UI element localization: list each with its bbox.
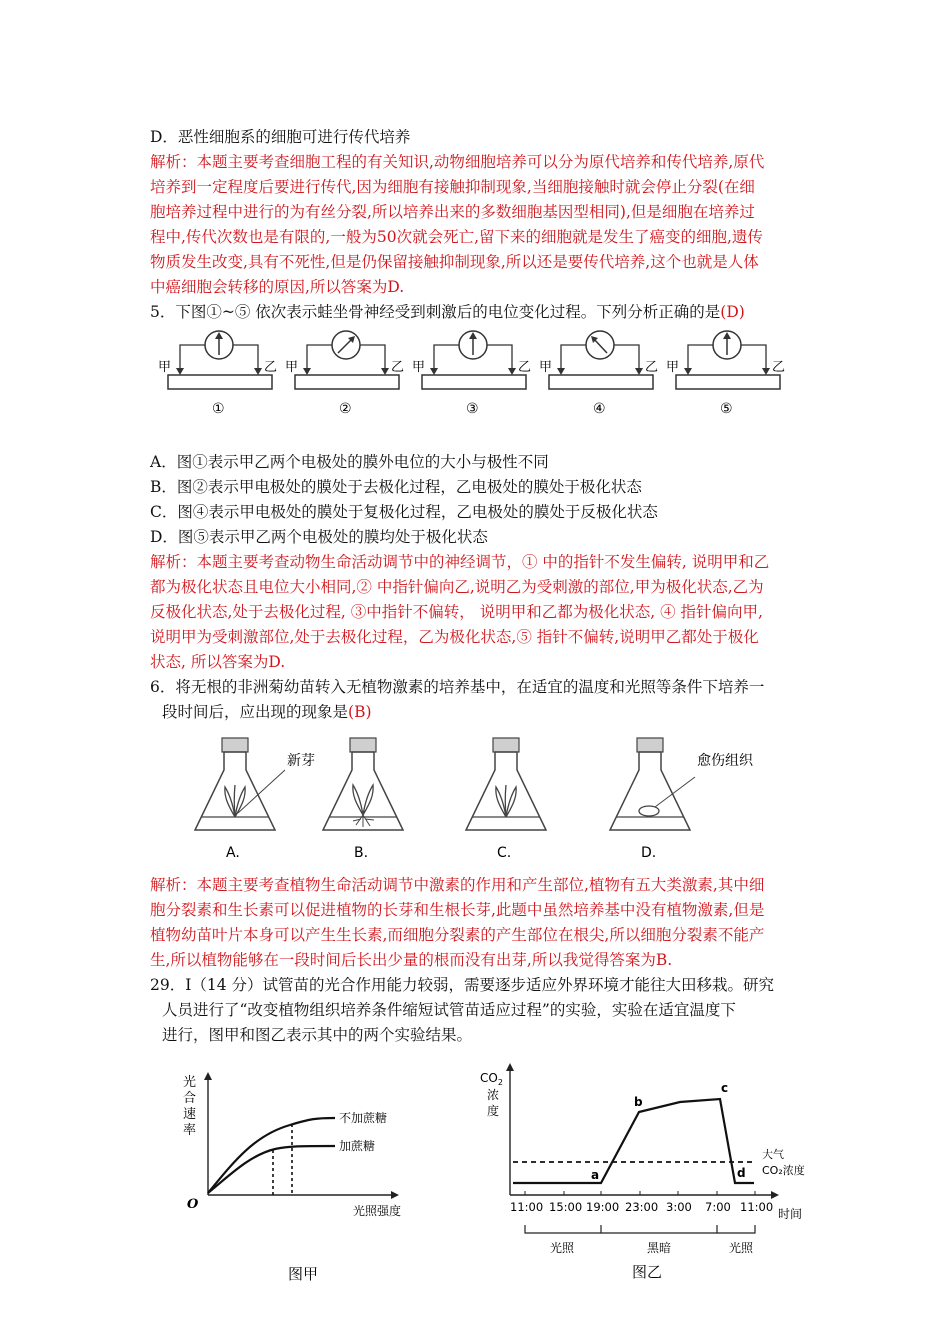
q6-flask-d — [610, 738, 754, 861]
q4-analysis-line: 培养到一定程度后要进行传代,因为细胞有接触抑制现象,当细胞接触时就会停止分裂(在细 — [150, 178, 755, 196]
q6-analysis-line: 胞分裂素和生长素可以促进植物的长芽和生根长芽,此题中虽然培养基中没有植物激素,但是 — [150, 901, 765, 919]
fig-a-label-no-sucrose: 不加蔗糖 — [339, 1111, 388, 1125]
fig-a-ylabel: 率 — [183, 1123, 197, 1138]
fig-a-ylabel: 光 — [183, 1075, 197, 1090]
q6-label-callus: 愈伤组织 — [697, 753, 753, 769]
q5-label-yi: 乙 — [391, 360, 405, 375]
q5-label-jia: 甲 — [412, 360, 426, 375]
q5-analysis-line: 解析：本题主要考查动物生命活动调节中的神经调节，① 中的指针不发生偏转, 说明甲和乙 — [150, 553, 770, 571]
fig-b-point-c: c — [721, 1081, 729, 1095]
fig-a-caption: 图甲 — [288, 1265, 319, 1283]
q5-panel-4 — [539, 331, 658, 417]
q5-label-jia: 甲 — [666, 360, 680, 375]
q5-panel-3 — [412, 331, 531, 417]
q5-option-b: B．图②表示甲电极处的膜处于去极化过程，乙电极处的膜处于极化状态 — [150, 478, 642, 496]
q4-analysis-line: 胞培养过程中进行的为有丝分裂,所以培养出来的多数细胞基因型相同),但是细胞在培养过 — [150, 203, 755, 221]
q5-analysis-line: 状态, 所以答案为D. — [150, 653, 286, 671]
q4-analysis-line: 解析：本题主要考查细胞工程的有关知识,动物细胞培养可以分为原代培养和传代培养,原代 — [150, 153, 765, 171]
fig-b-point-d: d — [737, 1166, 746, 1180]
q5-fig-label: ① — [212, 401, 225, 417]
fig-a-label-sucrose: 加蔗糖 — [339, 1139, 376, 1153]
fig-b-point-b: b — [634, 1095, 643, 1109]
fig-b-ref-label-1: 大气 — [762, 1148, 784, 1161]
q6-flask-a — [195, 738, 315, 861]
q5-analysis-line: 反极化状态,处于去极化过程, ③中指针不偏转， 说明甲和乙都为极化状态, ④ 指针偏向甲, — [150, 603, 763, 621]
q6-label-bud: 新芽 — [287, 753, 315, 769]
q29-stem-line3: 进行，图甲和图乙表示其中的两个实验结果。 — [162, 1026, 473, 1044]
q5-label-yi: 乙 — [772, 360, 786, 375]
fig-b-period-dark: 黑暗 — [647, 1241, 672, 1255]
q6-stem-text: 段时间后，应出现的现象是 — [162, 703, 349, 721]
q6-flask-b — [323, 738, 403, 861]
fig-a-curve-no-sucrose — [208, 1118, 335, 1193]
fig-b-x-tick: 7:00 — [705, 1200, 731, 1214]
q5-analysis-line: 都为极化状态且电位大小相同,② 中指针偏向乙,说明乙为受刺激的部位,甲为极化状态,乙为 — [150, 578, 764, 596]
fig-b-ylabel: 度 — [487, 1104, 500, 1118]
q6-fig-label: C. — [497, 845, 512, 861]
q6-analysis-line: 生,所以植物能够在一段时间后长出少量的根而没有出芽,所以我觉得答案为B. — [150, 951, 673, 969]
q6-fig-label: A. — [226, 845, 240, 861]
q5-label-jia: 甲 — [539, 360, 553, 375]
q5-analysis-line: 说明甲为受刺激部位,处于去极化过程，乙为极化状态,⑤ 指针不偏转,说明甲乙都处于极化 — [150, 628, 759, 646]
fig-b-period-light: 光照 — [729, 1241, 754, 1255]
q5-fig-label: ② — [339, 401, 352, 417]
q5-option-a: A．图①表示甲乙两个电极处的膜外电位的大小与极性不同 — [150, 453, 549, 471]
q5-label-jia: 甲 — [158, 360, 172, 375]
q5-panel-2 — [285, 331, 404, 417]
q5-option-d: D．图⑤表示甲乙两个电极处的膜均处于极化状态 — [150, 528, 488, 546]
q5-panel-1 — [158, 331, 277, 417]
fig-b-x-tick: 11:00 — [740, 1200, 774, 1214]
q6-stem-line1: 6．将无根的非洲菊幼苗转入无植物激素的培养基中，在适宜的温度和光照等条件下培养一 — [150, 678, 765, 696]
q5-option-c: C．图④表示甲电极处的膜处于复极化过程，乙电极处的膜处于反极化状态 — [150, 503, 658, 521]
q6-figure — [185, 735, 775, 870]
q5-stem — [150, 301, 745, 323]
q29-fig-a — [175, 1060, 435, 1290]
q6-stem-line2 — [162, 701, 372, 723]
q4-analysis-line: 中癌细胞会转移的原因,所以答案为D. — [150, 278, 405, 296]
q4-analysis-line: 物质发生改变,具有不死性,但是仍保留接触抑制现象,所以还是要传代培养,这个也就是人体 — [150, 253, 759, 271]
fig-b-x-tick: 15:00 — [549, 1200, 583, 1214]
q4-option-d: D．恶性细胞系的细胞可进行传代培养 — [150, 128, 411, 146]
fig-a-ylabel: 合 — [183, 1091, 197, 1106]
q4-analysis-line: 程中,传代次数也是有限的,一般为50次就会死亡,留下来的细胞就是发生了癌变的细胞,遗传 — [150, 228, 763, 246]
fig-a-origin: O — [187, 1197, 199, 1212]
q5-label-yi: 乙 — [264, 360, 278, 375]
fig-b-x-tick: 3:00 — [666, 1200, 692, 1214]
q5-stem-text: 5．下图①~⑤ 依次表示蛙坐骨神经受到刺激后的电位变化过程。下列分析正确的是 — [150, 303, 721, 321]
q6-analysis-line: 解析：本题主要考查植物生命活动调节中激素的作用和产生部位,植物有五大类激素,其中细 — [150, 876, 765, 894]
q5-label-jia: 甲 — [285, 360, 299, 375]
q6-fig-label: B. — [354, 845, 369, 861]
q6-fig-label: D. — [641, 845, 657, 861]
fig-a-ylabel: 速 — [183, 1107, 197, 1122]
fig-b-period-light: 光照 — [550, 1241, 575, 1255]
q6-flask-c — [466, 738, 546, 861]
q29-stem-line2: 人员进行了“改变植物组织培养条件缩短试管苗适应过程”的实验，实验在适宜温度下 — [162, 1001, 736, 1019]
q6-analysis-line: 植物幼苗叶片本身可以产生生长素,而细胞分裂素的产生部位在根尖,所以细胞分裂素不能产 — [150, 926, 765, 944]
q29-fig-b — [475, 1055, 835, 1295]
fig-b-caption: 图乙 — [632, 1263, 663, 1281]
q5-label-yi: 乙 — [645, 360, 659, 375]
q5-label-yi: 乙 — [518, 360, 532, 375]
fig-b-co2-curve — [513, 1099, 754, 1183]
fig-b-ylabel: 浓 — [487, 1088, 500, 1102]
fig-a-xlabel: 光照强度 — [353, 1204, 402, 1218]
q5-fig-label: ④ — [593, 401, 606, 417]
fig-b-x-tick: 11:00 — [510, 1200, 544, 1214]
fig-b-x-tick: 23:00 — [625, 1200, 659, 1214]
q5-figure — [150, 325, 810, 425]
q5-panel-5 — [666, 331, 785, 417]
fig-b-ylabel: $CO_2$ — [480, 1071, 503, 1087]
fig-b-x-tick: 19:00 — [586, 1200, 620, 1214]
q5-answer: (D) — [720, 303, 745, 321]
q29-stem-line1: 29．I（14 分）试管苗的光合作用能力较弱，需要逐步适应外界环境才能往大田移栽。研究 — [150, 976, 774, 994]
fig-b-xlabel: 时间 — [778, 1207, 803, 1221]
q6-answer: (B) — [348, 703, 372, 721]
fig-b-point-a: a — [591, 1168, 600, 1182]
fig-b-ref-label-2: CO₂浓度 — [762, 1164, 805, 1177]
q5-fig-label: ③ — [466, 401, 479, 417]
q5-fig-label: ⑤ — [720, 401, 733, 417]
